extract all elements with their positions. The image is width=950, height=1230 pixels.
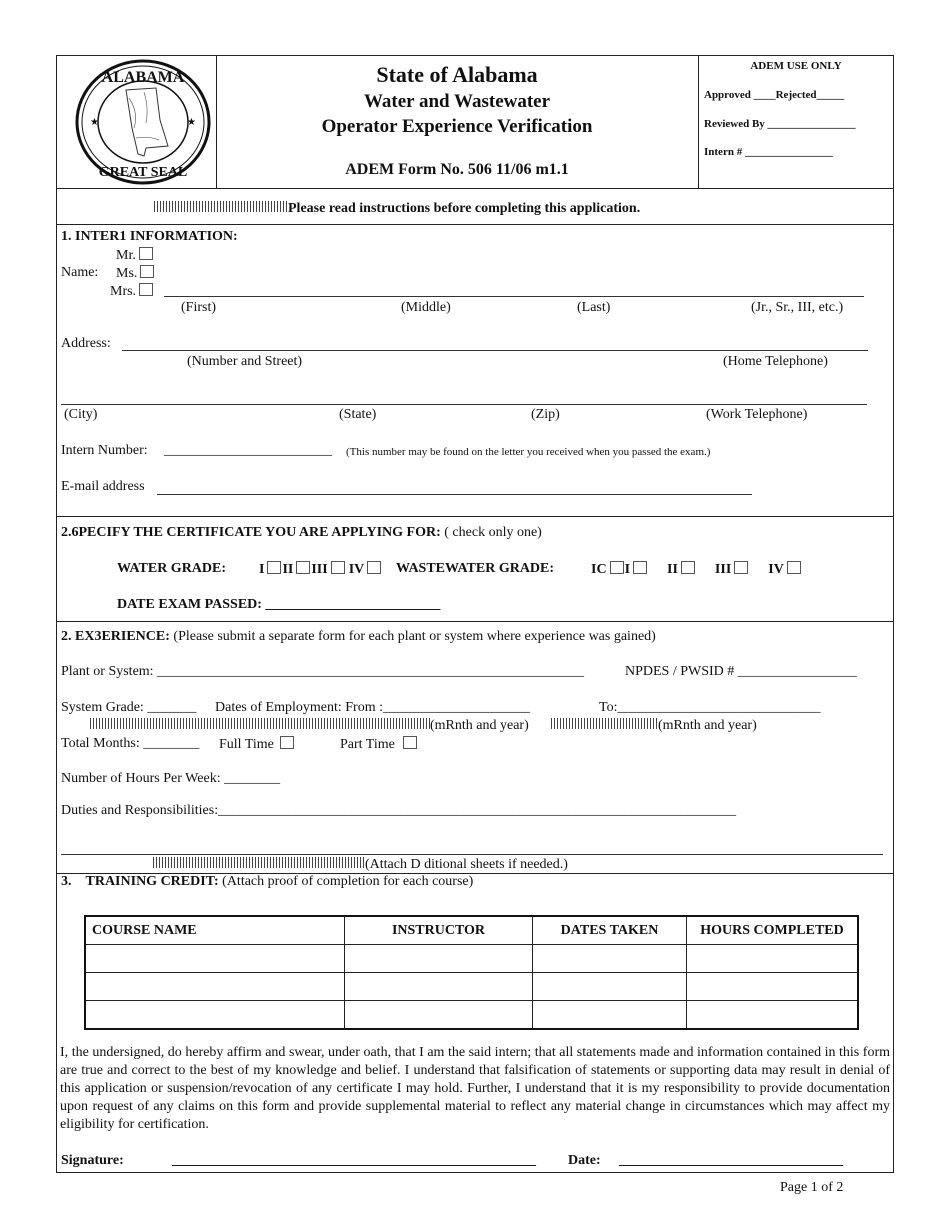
section1-bottom (56, 516, 894, 517)
svg-text:★: ★ (90, 117, 99, 128)
water-grade-options: I II III IV (259, 561, 381, 578)
instructions-artifact (154, 201, 288, 212)
water-i-checkbox[interactable] (267, 561, 281, 574)
header-bottom (56, 188, 894, 189)
mrs-checkbox[interactable] (139, 283, 153, 296)
table-cell[interactable] (687, 973, 859, 1001)
full-time-checkbox[interactable] (280, 736, 294, 749)
email-label: E-mail address (61, 479, 145, 494)
full-time-option: Full Time (219, 736, 294, 753)
system-grade-field[interactable]: System Grade: _______ (61, 700, 197, 715)
instructions-row (154, 201, 640, 217)
city-input-line[interactable] (61, 404, 867, 405)
form-number: ADEM Form No. 506 11/06 m1.1 (345, 161, 569, 178)
section2b-title: 2. EX3ERIENCE: (Please submit a separate form for each plant or system where experience was gained) (61, 629, 656, 644)
date-line[interactable]: ________________________________ (619, 1153, 843, 1168)
salutation-mr: Mr. (116, 247, 153, 264)
wastewater-grade-label: WASTEWATER GRADE: (396, 561, 555, 576)
header-line3: Operator Experience Verification (321, 116, 593, 137)
header-line2: Water and Wastewater (363, 91, 551, 112)
section3-title: 3. TRAINING CREDIT: (Attach proof of completion for each course) (61, 874, 474, 889)
table-header-row (85, 916, 858, 945)
intern-number-note: (This number may be found on the letter you received when you passed the exam.) (346, 446, 711, 458)
table-cell[interactable] (687, 1001, 859, 1030)
label-city: (City) (64, 407, 98, 422)
instructions-text: Please read instructions before completing this application. (288, 201, 641, 216)
name-input-line[interactable] (164, 296, 864, 297)
ww-iv-checkbox[interactable] (787, 561, 801, 574)
salutation-ms: Ms. (116, 265, 154, 282)
spacing-artifact (153, 857, 365, 868)
label-suffix: (Jr., Sr., III, etc.) (751, 300, 844, 315)
date-exam-passed[interactable]: DATE EXAM PASSED: _________________________ (117, 597, 441, 612)
label-zip: (Zip) (531, 407, 560, 422)
instructions-bottom (56, 224, 894, 225)
page-number: Page 1 of 2 (780, 1180, 844, 1195)
label-first: (First) (181, 300, 216, 315)
table-cell[interactable] (687, 945, 859, 973)
col-hours-completed: HOURS COMPLETED (687, 916, 859, 945)
table-cell[interactable] (85, 973, 345, 1001)
alabama-seal-icon (74, 58, 212, 186)
address-input-line[interactable] (122, 350, 868, 351)
seal-bottom-text: GREAT SEAL (98, 165, 188, 180)
section2a-title: 2.6PECIFY THE CERTIFICATE YOU ARE APPLYING FOR: ( check only one) (61, 525, 542, 540)
water-grade-label: WATER GRADE: (117, 561, 227, 576)
frame-left (56, 55, 57, 1173)
ms-checkbox[interactable] (140, 265, 154, 278)
header-state: State of Alabama (376, 62, 538, 87)
dates-employment-to[interactable]: To:_____________________________ (599, 700, 821, 715)
label-work-telephone: (Work Telephone) (706, 407, 808, 422)
water-iii-checkbox[interactable] (331, 561, 345, 574)
attach-note: (Attach D ditional sheets if needed.) (153, 857, 568, 873)
label-state: (State) (339, 407, 377, 422)
part-time-checkbox[interactable] (403, 736, 417, 749)
svg-text:★: ★ (187, 117, 196, 128)
frame-right (893, 55, 894, 1173)
header-divider-2 (698, 55, 699, 188)
table-row (85, 973, 858, 1001)
table-cell[interactable] (345, 973, 533, 1001)
table-cell[interactable] (345, 1001, 533, 1030)
water-ii-checkbox[interactable] (296, 561, 310, 574)
col-course-name: COURSE NAME (85, 916, 345, 945)
mr-checkbox[interactable] (139, 247, 153, 260)
adem-intern: Intern # ________________ (704, 146, 833, 158)
ww-i-checkbox[interactable] (633, 561, 647, 574)
table-row (85, 1001, 858, 1030)
training-table (84, 915, 859, 1030)
table-cell[interactable] (345, 945, 533, 973)
table-row (85, 945, 858, 973)
table-cell[interactable] (85, 1001, 345, 1030)
col-dates-taken: DATES TAKEN (533, 916, 687, 945)
section2a-bottom (56, 621, 894, 622)
frame-bottom (56, 1172, 894, 1173)
adem-approved: Approved ____Rejected_____ (704, 89, 845, 101)
label-last: (Last) (577, 300, 611, 315)
signature-label: Signature: (61, 1153, 124, 1168)
duties-field[interactable]: Duties and Responsibilities:__________________________________________________________________________ (61, 803, 737, 818)
affirmation-statement: I, the undersigned, do hereby affirm and swear, under oath, that I am the said intern; that all statements made and information contained in this form are true and correct to the best of my knowledge and belief. I understand that falsification of statements or supporting data may result in denial of this application or suspension/revocation of any certificate I may hold. Further, I understand that it is my responsibility to provide documentation upon request of any claims on this form and provide supplemental material to reflect any material change in circumstances which may affect my eligibility for certification. (60, 1045, 890, 1132)
email-input-line[interactable] (157, 494, 752, 495)
ww-ii-checkbox[interactable] (681, 561, 695, 574)
dates-employment-from[interactable]: Dates of Employment: From :_____________________ (215, 700, 530, 715)
label-home-telephone: (Home Telephone) (723, 354, 828, 369)
month-year-to: (mRnth and year) (551, 718, 757, 734)
duties-line-2[interactable] (61, 854, 883, 855)
part-time-option: Part Time (340, 736, 417, 753)
section1-title: 1. INTER1 INFORMATION: (61, 229, 238, 244)
frame-top (56, 55, 894, 56)
table-cell[interactable] (533, 1001, 687, 1030)
col-instructor: INSTRUCTOR (345, 916, 533, 945)
table-cell[interactable] (533, 973, 687, 1001)
date-label: Date: (568, 1153, 601, 1168)
signature-line[interactable]: ____________________________________________________ (172, 1153, 536, 1168)
wastewater-grade-options: IC I II III IV (591, 561, 801, 578)
ww-iii-checkbox[interactable] (734, 561, 748, 574)
table-cell[interactable] (85, 945, 345, 973)
salutation-mrs: Mrs. (110, 283, 153, 300)
spacing-artifact (90, 718, 430, 729)
intern-number-input[interactable]: ________________________ (164, 443, 332, 458)
seal-top-text: ALABAMA (101, 69, 185, 86)
spacing-artifact (551, 718, 658, 729)
adem-use-title: ADEM USE ONLY (750, 60, 842, 72)
month-year-from: (mRnth and year) (90, 718, 529, 734)
intern-number-label: Intern Number: (61, 443, 148, 458)
address-label: Address: (61, 336, 111, 351)
name-label: Name: (61, 265, 99, 280)
label-number-street: (Number and Street) (187, 354, 303, 369)
total-months-field[interactable]: Total Months: ________ (61, 736, 200, 751)
table-cell[interactable] (533, 945, 687, 973)
water-iv-checkbox[interactable] (367, 561, 381, 574)
plant-system-field[interactable]: Plant or System: _____________________________________________________________ (61, 664, 585, 679)
label-middle: (Middle) (401, 300, 451, 315)
npdes-field[interactable]: NPDES / PWSID # _________________ (625, 664, 857, 679)
ww-ic-checkbox[interactable] (610, 561, 624, 574)
adem-reviewed: Reviewed By ________________ (704, 118, 856, 130)
hours-per-week-field[interactable]: Number of Hours Per Week: ________ (61, 771, 281, 786)
